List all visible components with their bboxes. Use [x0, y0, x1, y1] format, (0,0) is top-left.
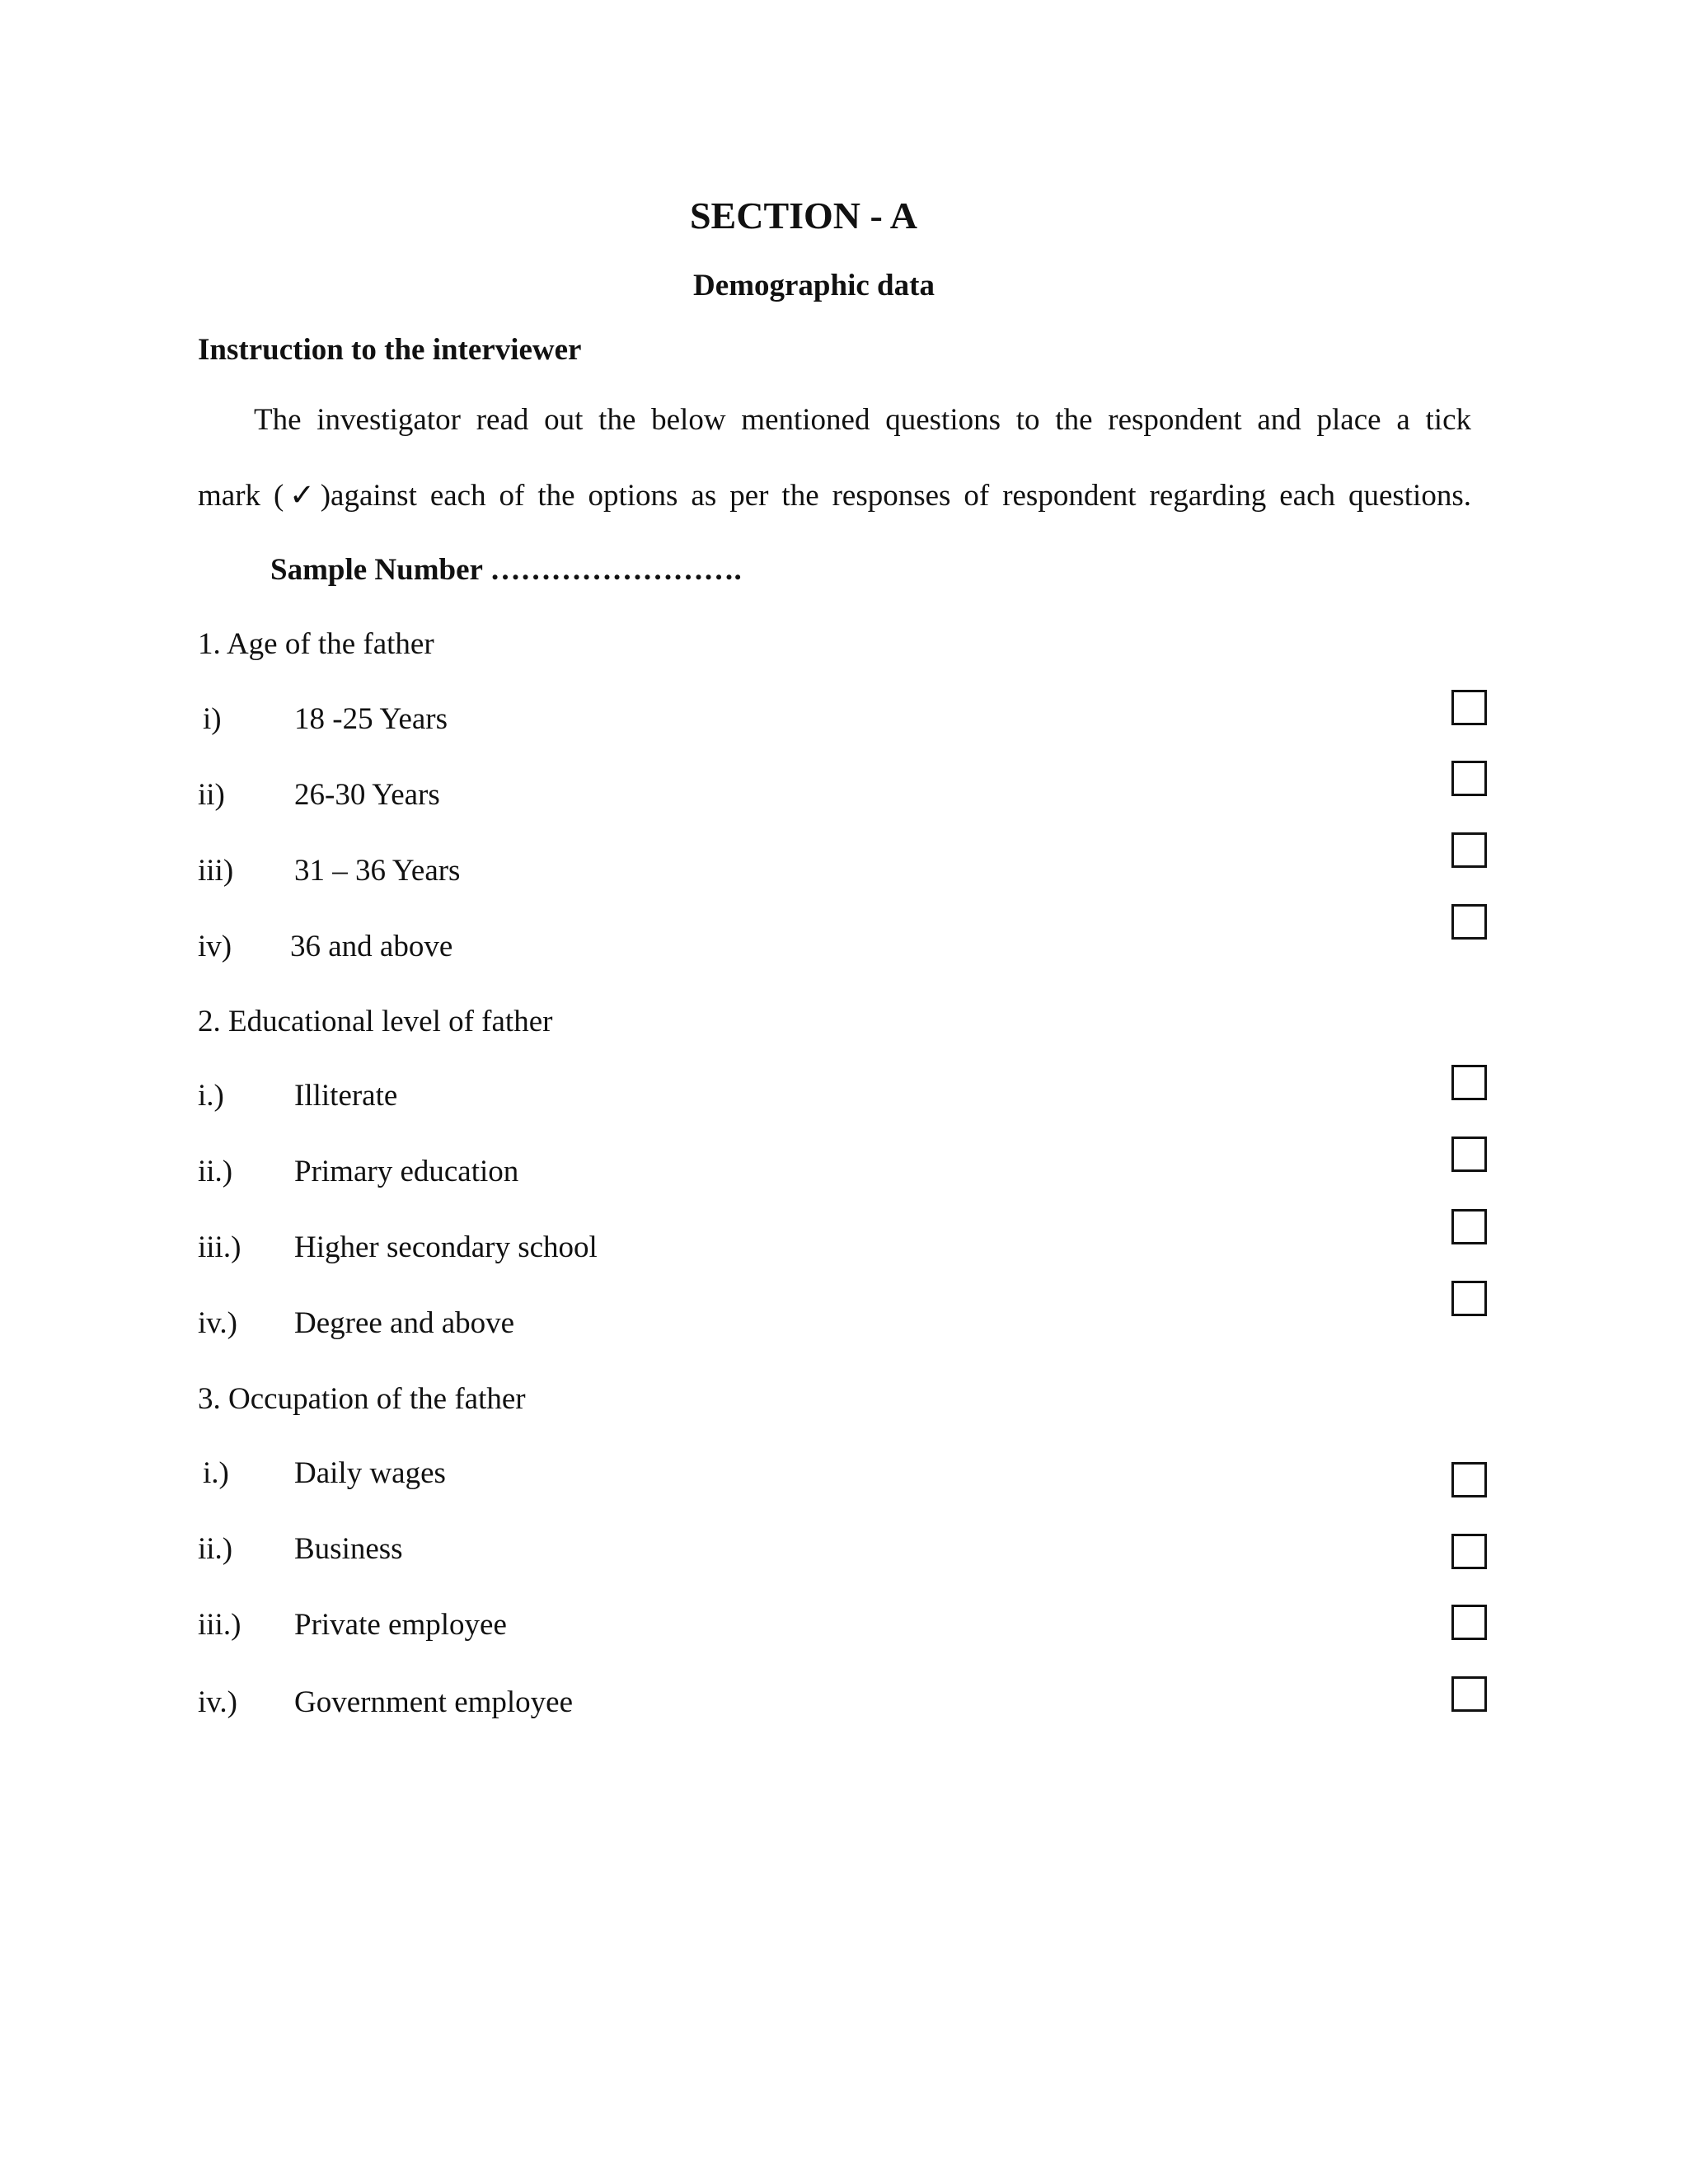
option-number: i): [203, 702, 222, 736]
option-checkbox[interactable]: [1451, 761, 1487, 796]
option-label: Degree and above: [294, 1306, 515, 1340]
option-label: 31 – 36 Years: [294, 854, 461, 888]
option-checkbox[interactable]: [1451, 1137, 1487, 1172]
instruction-text-line-2: mark (✓)against each of the options as per the responses of respondent regarding each questions.: [198, 479, 1471, 513]
question-3-title: 3. Occupation of the father: [198, 1382, 526, 1416]
instruction-heading: Instruction to the interviewer: [198, 333, 582, 367]
option-number: iv.): [198, 1685, 237, 1719]
option-checkbox[interactable]: [1451, 1209, 1487, 1244]
option-label: Higher secondary school: [294, 1230, 598, 1264]
instruction-text-line-1: The investigator read out the below mentioned questions to the respondent and place a tick: [254, 403, 1471, 437]
option-label: 26-30 Years: [294, 778, 440, 812]
option-checkbox[interactable]: [1451, 1605, 1487, 1640]
option-number: iv.): [198, 1306, 237, 1340]
question-1-title: 1. Age of the father: [198, 627, 434, 661]
option-number: iv): [198, 930, 232, 963]
option-label: Government employee: [294, 1685, 574, 1719]
option-number: iii.): [198, 1230, 241, 1264]
option-label: 36 and above: [290, 930, 453, 963]
option-label: Daily wages: [294, 1456, 446, 1490]
option-number: i.): [203, 1456, 229, 1490]
option-checkbox[interactable]: [1451, 904, 1487, 940]
option-label: Primary education: [294, 1155, 519, 1188]
option-checkbox[interactable]: [1451, 1065, 1487, 1100]
option-number: ii.): [198, 1155, 233, 1188]
option-checkbox[interactable]: [1451, 1462, 1487, 1497]
option-number: ii): [198, 778, 225, 812]
option-label: Private employee: [294, 1608, 507, 1642]
option-label: Illiterate: [294, 1079, 398, 1113]
section-title: SECTION - A: [689, 194, 918, 237]
option-checkbox[interactable]: [1451, 690, 1487, 725]
option-number: ii.): [198, 1532, 233, 1566]
option-number: iii.): [198, 1608, 241, 1642]
question-2-title: 2. Educational level of father: [198, 1005, 553, 1038]
option-number: iii): [198, 854, 234, 888]
option-checkbox[interactable]: [1451, 1281, 1487, 1316]
option-checkbox[interactable]: [1451, 1676, 1487, 1712]
option-checkbox[interactable]: [1451, 1534, 1487, 1569]
section-subtitle: Demographic data: [693, 269, 935, 302]
sample-number-field[interactable]: Sample Number …………………….: [270, 553, 742, 587]
option-label: Business: [294, 1532, 403, 1566]
option-number: i.): [198, 1079, 224, 1113]
option-checkbox[interactable]: [1451, 832, 1487, 868]
option-label: 18 -25 Years: [294, 702, 448, 736]
